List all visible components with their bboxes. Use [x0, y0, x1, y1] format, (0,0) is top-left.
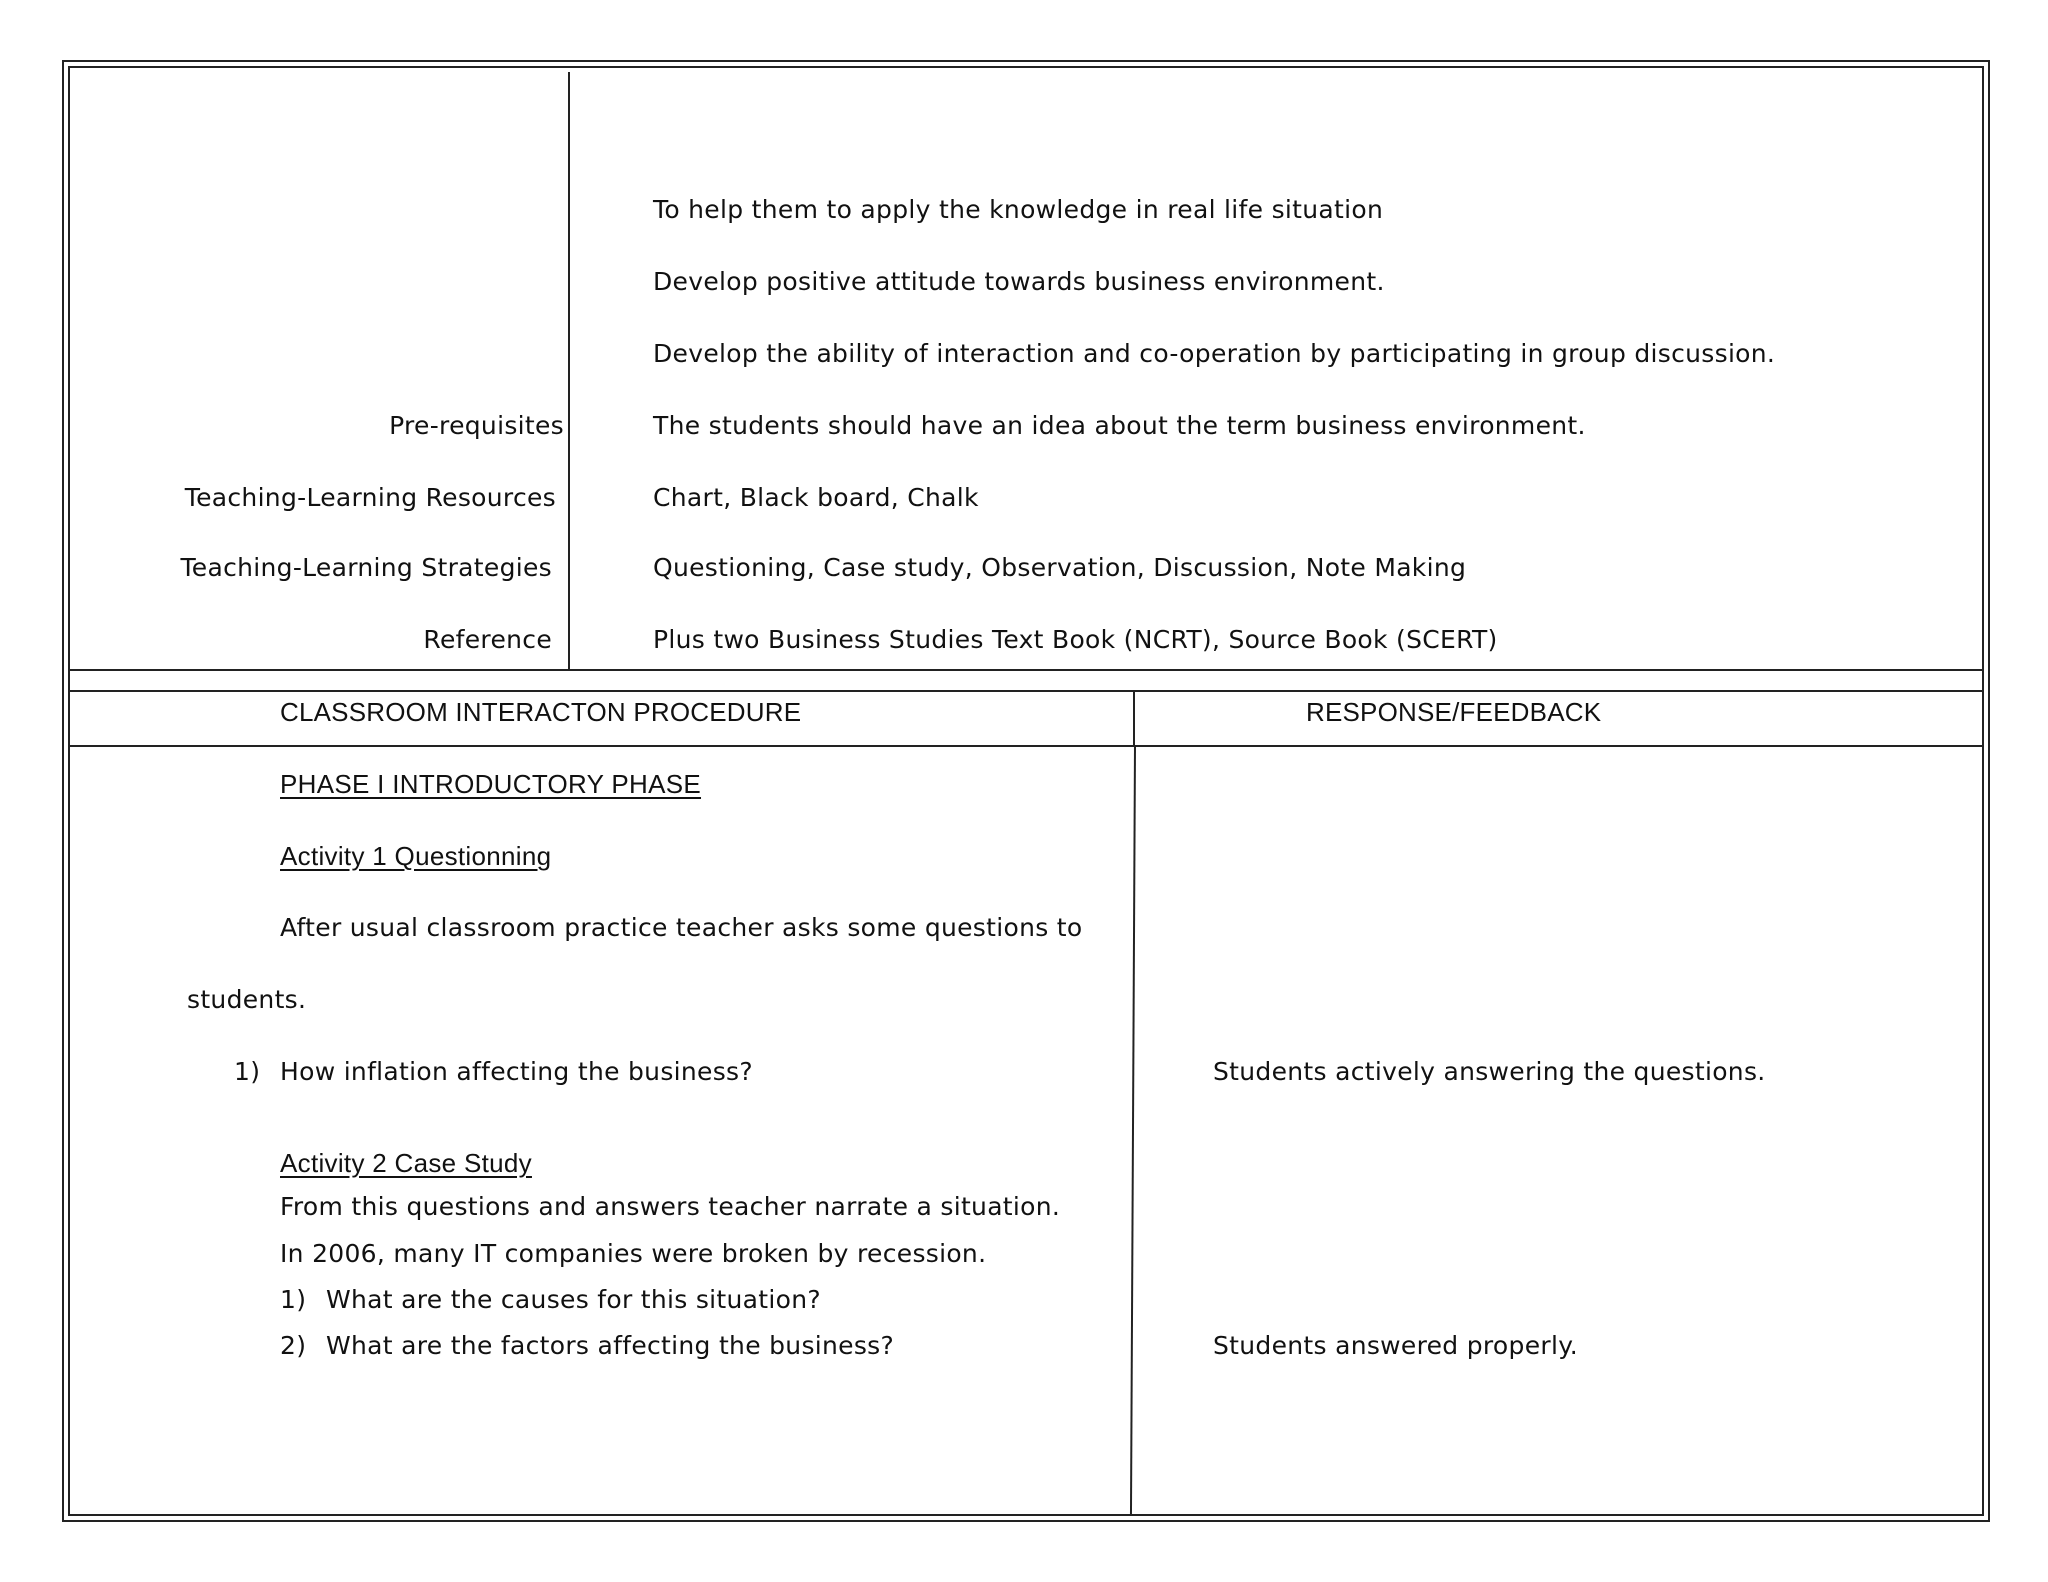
value-resources: Chart, Black board, Chalk — [653, 483, 979, 512]
top-divider — [568, 72, 570, 670]
header-bottom-line — [68, 745, 1984, 747]
activity2-line2: In 2006, many IT companies were broken by recession. — [280, 1239, 987, 1268]
activity2-q2-number: 2) — [280, 1331, 307, 1360]
activity2-q2: What are the factors affecting the business? — [326, 1331, 895, 1360]
label-resources: Teaching-Learning Resources — [184, 483, 556, 512]
value-prerequisites: The students should have an idea about the term business environment. — [653, 411, 1586, 440]
phase-title: PHASE I INTRODUCTORY PHASE — [280, 769, 702, 799]
section-separator-2 — [68, 690, 1984, 692]
section-separator-1 — [68, 669, 1984, 671]
activity1-text-line2: students. — [187, 985, 307, 1014]
objective-2: Develop positive attitude towards business environment. — [653, 267, 1385, 296]
activity1-text-line1: After usual classroom practice teacher asks some questions to — [280, 913, 1083, 942]
value-reference: Plus two Business Studies Text Book (NCRT), Source Book (SCERT) — [653, 625, 1498, 654]
activity1-q1-number: 1) — [234, 1057, 261, 1086]
label-strategies: Teaching-Learning Strategies — [180, 553, 552, 582]
response-1: Students actively answering the questions. — [1213, 1057, 1766, 1086]
header-response: RESPONSE/FEEDBACK — [1306, 697, 1602, 727]
activity1-title: Activity 1 Questionning — [280, 841, 552, 871]
activity2-q1: What are the causes for this situation? — [326, 1285, 821, 1314]
table-divider-top — [1133, 690, 1135, 746]
value-strategies: Questioning, Case study, Observation, Discussion, Note Making — [653, 553, 1467, 582]
objective-1: To help them to apply the knowledge in real life situation — [653, 195, 1384, 224]
objective-3: Develop the ability of interaction and co-operation by participating in group discussion. — [653, 339, 1776, 368]
activity2-line1: From this questions and answers teacher narrate a situation. — [280, 1192, 1061, 1221]
label-reference: Reference — [423, 625, 552, 654]
header-procedure: CLASSROOM INTERACTON PROCEDURE — [280, 697, 802, 727]
label-prerequisites: Pre-requisites — [389, 411, 564, 440]
activity2-title: Activity 2 Case Study — [280, 1148, 532, 1178]
response-2: Students answered properly. — [1213, 1331, 1578, 1360]
activity1-q1: How inflation affecting the business? — [280, 1057, 753, 1086]
activity2-q1-number: 1) — [280, 1285, 307, 1314]
